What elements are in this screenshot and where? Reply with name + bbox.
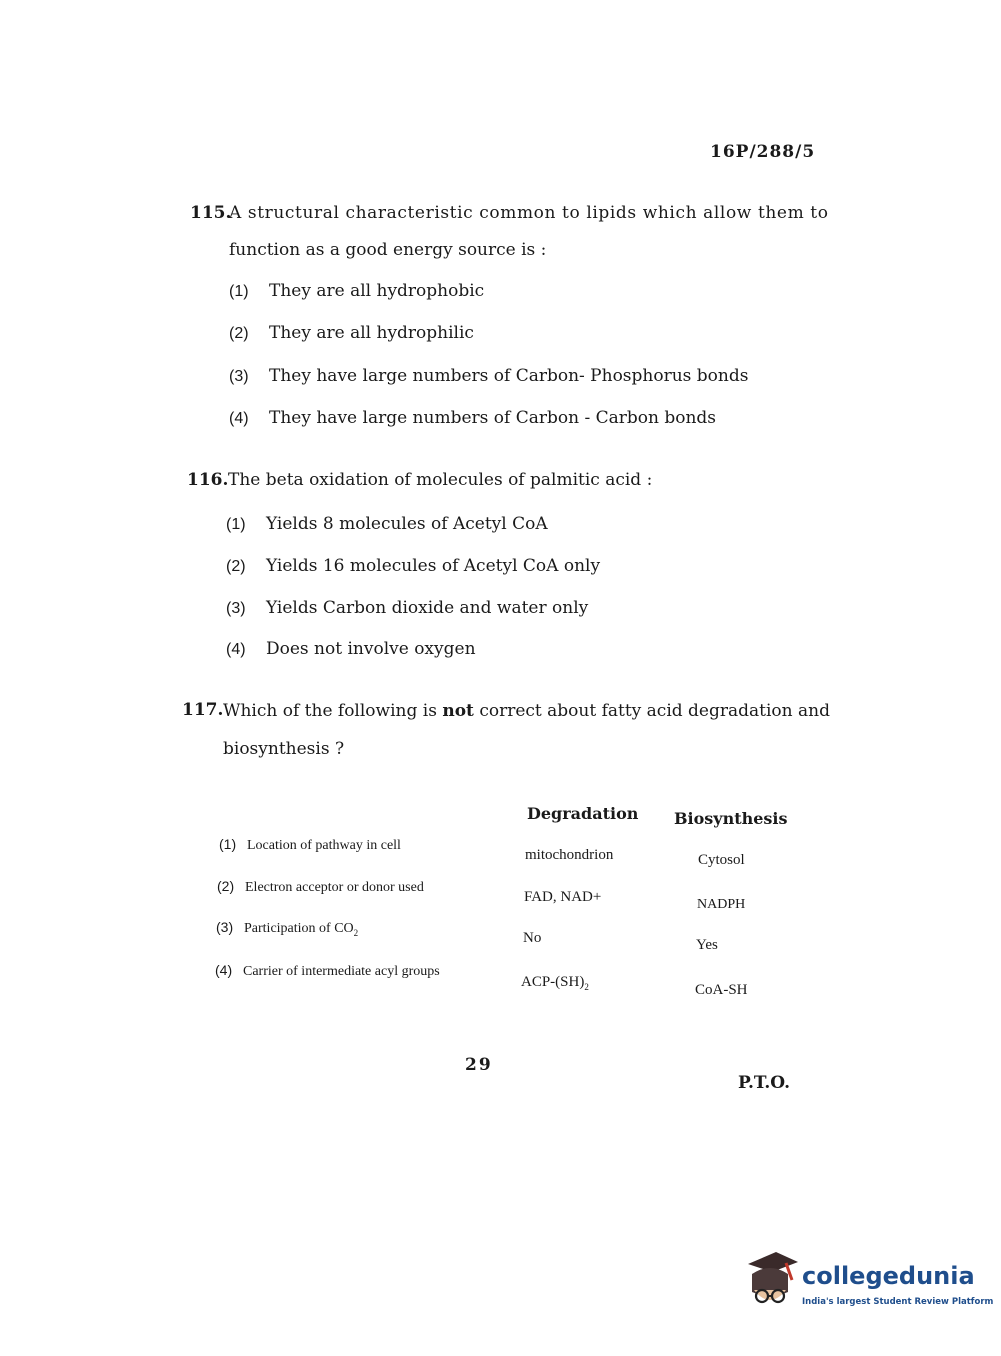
row-number: (1) (219, 836, 237, 852)
row-label (219, 836, 401, 854)
option-4 (226, 639, 476, 659)
cell-degradation: No (523, 930, 542, 946)
option-number: (3) (226, 600, 246, 617)
row-label-subscript: 2 (353, 927, 359, 938)
option-text: They are all hydrophobic (269, 281, 485, 301)
logo-tagline: India's largest Student Review Platform (802, 1297, 994, 1307)
collegedunia-logo (742, 1250, 994, 1320)
cell-biosynthesis: Cytosol (698, 852, 745, 868)
row-label-text: Location of pathway in cell (247, 838, 401, 853)
option-number: (1) (226, 516, 246, 533)
question-text-line1: A structural characteristic common to lipids which allow them to (229, 203, 829, 223)
table-header-degradation: Degradation (527, 804, 639, 823)
question-text-line1 (223, 694, 830, 728)
option-number: (2) (229, 325, 249, 342)
option-4 (229, 408, 716, 428)
option-number: (4) (226, 641, 246, 658)
option-number: (3) (229, 368, 249, 385)
cell-degradation: mitochondrion (525, 847, 614, 863)
row-label (217, 878, 424, 896)
option-text: Yields 16 molecules of Acetyl CoA only (266, 556, 601, 576)
row-label-text: Participation of CO (244, 921, 354, 936)
option-text: They are all hydrophilic (269, 323, 474, 343)
cell-degradation: FAD, NAD+ (524, 889, 602, 905)
row-label-text: Electron acceptor or donor used (245, 880, 424, 895)
row-number: (4) (215, 962, 233, 978)
option-3 (229, 366, 748, 386)
question-text-line2: function as a good energy source is : (229, 240, 547, 260)
row-number: (2) (217, 878, 235, 894)
question-text-line1: The beta oxidation of molecules of palmitic acid : (228, 470, 653, 490)
table-header-biosynthesis: Biosynthesis (674, 809, 788, 828)
cell-biosynthesis: NADPH (697, 897, 746, 912)
cell-degradation-text: ACP-(SH) (521, 974, 585, 990)
cell-degradation-subscript: 2 (584, 982, 589, 992)
row-number: (3) (216, 919, 234, 935)
logo-brand-text: collegedunia (802, 1262, 975, 1290)
option-text: They have large numbers of Carbon - Carbon bonds (269, 408, 716, 428)
question-text-pre: Which of the following is (223, 701, 437, 721)
row-label (215, 962, 440, 980)
page-number: 29 (465, 1055, 493, 1075)
question-number: 116. (187, 470, 229, 490)
option-1 (226, 514, 548, 534)
question-number: 115. (190, 203, 232, 223)
cell-degradation (521, 974, 589, 992)
question-text-post: correct about fatty acid degradation and (479, 701, 830, 721)
option-number: (2) (226, 558, 246, 575)
option-number: (4) (229, 410, 249, 427)
option-2 (226, 556, 600, 576)
cell-biosynthesis: Yes (696, 937, 718, 953)
question-text-line2: biosynthesis ? (223, 739, 345, 759)
row-label (216, 919, 358, 938)
option-3 (226, 598, 588, 618)
page-code: 16P/288/5 (710, 142, 816, 162)
option-number: (1) (229, 283, 249, 300)
option-text: Yields 8 molecules of Acetyl CoA (266, 514, 548, 534)
option-text: Does not involve oxygen (266, 639, 476, 659)
option-text: Yields Carbon dioxide and water only (266, 598, 589, 618)
pto-label: P.T.O. (738, 1073, 790, 1093)
cell-biosynthesis: CoA-SH (695, 982, 748, 998)
row-label-text: Carrier of intermediate acyl groups (243, 964, 440, 979)
option-text: They have large numbers of Carbon- Phosphorus bonds (269, 366, 749, 386)
question-number: 117. (182, 700, 224, 720)
question-text-bold: not (442, 701, 474, 721)
option-2 (229, 323, 474, 343)
mascot-icon (742, 1250, 800, 1316)
option-1 (229, 281, 484, 301)
